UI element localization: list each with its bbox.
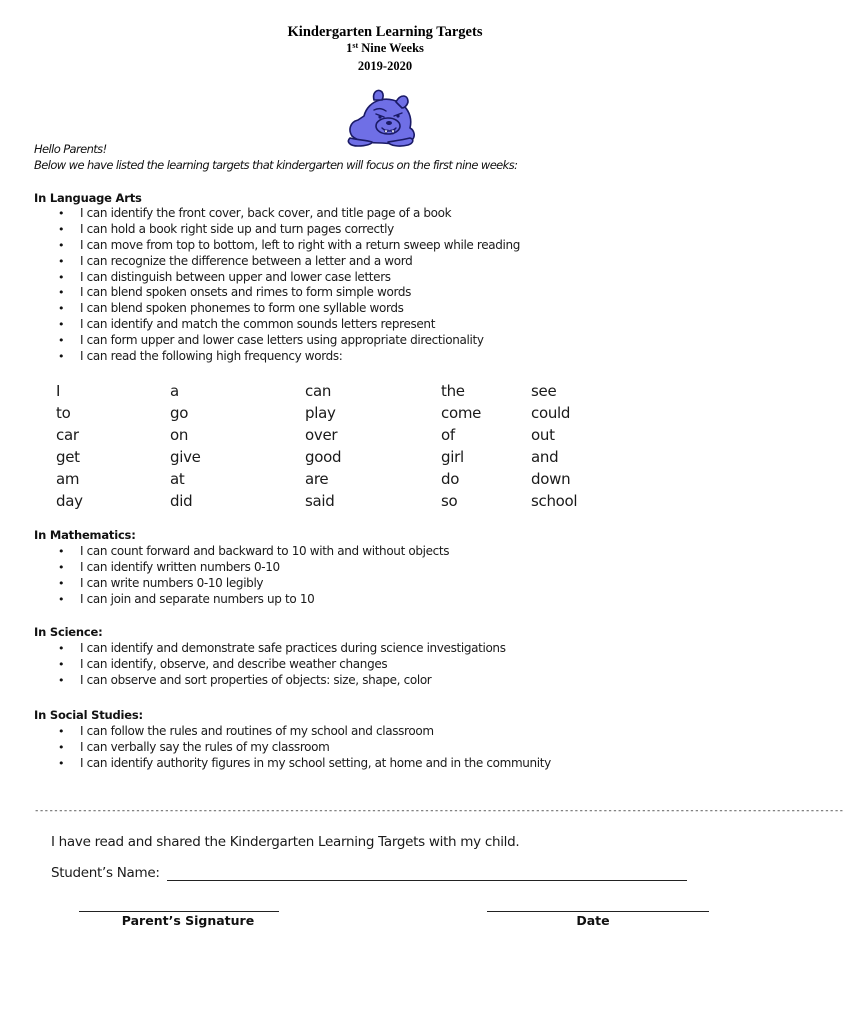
parent-signature-line[interactable]: [79, 911, 279, 912]
list-item: • I can blend spoken onsets and rimes to form simple words: [58, 285, 520, 301]
word: over: [305, 426, 338, 444]
word: do: [441, 470, 460, 488]
list-item: • I can form upper and lower case letters using appropriate directionality: [58, 333, 520, 349]
section-heading-mathematics: In Mathematics:: [34, 528, 136, 542]
word: am: [56, 470, 80, 488]
parent-signature-label: Parent’s Signature: [121, 913, 255, 928]
word: see: [531, 382, 557, 400]
word: could: [531, 404, 571, 422]
word: I: [56, 382, 61, 400]
word: so: [441, 492, 458, 510]
word: of: [441, 426, 455, 444]
list-item: • I can hold a book right side up and turn pages correctly: [58, 222, 520, 238]
date-label: Date: [576, 913, 610, 928]
word: come: [441, 404, 482, 422]
word-row: [56, 424, 616, 446]
list-item: • I can identify authority figures in my school setting, at home and in the community: [58, 756, 551, 772]
list-item: • I can distinguish between upper and lower case letters: [58, 270, 520, 286]
school-year: 2019-2020: [357, 59, 413, 73]
tear-off-divider: ------------------------------------------------------------------------------------------------------------------------------------------------------------------------: [34, 806, 844, 816]
list-item: • I can join and separate numbers up to 10: [58, 592, 449, 608]
word: good: [305, 448, 342, 466]
word: girl: [441, 448, 464, 466]
word: day: [56, 492, 83, 510]
student-name-line[interactable]: [167, 880, 687, 881]
word: down: [531, 470, 571, 488]
word: did: [170, 492, 193, 510]
mathematics-list: [58, 544, 449, 608]
list-item: • I can follow the rules and routines of my school and classroom: [58, 724, 551, 740]
list-item: • I can count forward and backward to 10 with and without objects: [58, 544, 449, 560]
word: play: [305, 404, 336, 422]
word: and: [531, 448, 559, 466]
greeting-line: Hello Parents!: [34, 142, 107, 156]
word: go: [170, 404, 189, 422]
student-name-label: Student’s Name:: [51, 865, 160, 881]
list-item: • I can recognize the difference between a letter and a word: [58, 254, 520, 270]
list-item: • I can observe and sort properties of objects: size, shape, color: [58, 673, 506, 689]
word: get: [56, 448, 80, 466]
date-line[interactable]: [487, 911, 709, 912]
word: on: [170, 426, 189, 444]
term-subtitle: [0, 41, 770, 56]
term-number: 1: [346, 41, 353, 55]
word-row: [56, 402, 616, 424]
high-frequency-word-grid: [56, 380, 616, 512]
list-item: • I can verbally say the rules of my classroom: [58, 740, 551, 756]
word: a: [170, 382, 179, 400]
intro-text: Below we have listed the learning targets that kindergarten will focus on the first nine weeks:: [34, 158, 518, 172]
acknowledgement-text: I have read and shared the Kindergarten Learning Targets with my child.: [51, 834, 520, 850]
section-heading-science: In Science:: [34, 625, 103, 639]
word: at: [170, 470, 185, 488]
word: car: [56, 426, 79, 444]
science-list: [58, 641, 506, 689]
term-suffix: st: [352, 41, 359, 50]
list-item: • I can identify, observe, and describe weather changes: [58, 657, 506, 673]
word: said: [305, 492, 335, 510]
word-row: [56, 490, 616, 512]
word: the: [441, 382, 465, 400]
list-item: • I can write numbers 0-10 legibly: [58, 576, 449, 592]
word: to: [56, 404, 71, 422]
list-item: • I can blend spoken phonemes to form one syllable words: [58, 301, 520, 317]
bulldog-mascot-icon: [344, 86, 420, 148]
list-item: • I can identify written numbers 0-10: [58, 560, 449, 576]
word: school: [531, 492, 578, 510]
list-item: • I can read the following high frequency words:: [58, 349, 520, 365]
page-title: Kindergarten Learning Targets: [287, 24, 483, 40]
language-arts-list: [58, 206, 520, 365]
list-item: • I can move from top to bottom, left to right with a return sweep while reading: [58, 238, 520, 254]
list-item: • I can identify and match the common sounds letters represent: [58, 317, 520, 333]
word: can: [305, 382, 332, 400]
word-row: [56, 446, 616, 468]
word-row: [56, 380, 616, 402]
section-heading-language-arts: In Language Arts: [34, 191, 142, 205]
social-studies-list: [58, 724, 551, 772]
word: out: [531, 426, 555, 444]
word: are: [305, 470, 329, 488]
list-item: • I can identify and demonstrate safe practices during science investigations: [58, 641, 506, 657]
list-item: • I can identify the front cover, back cover, and title page of a book: [58, 206, 520, 222]
word: give: [170, 448, 201, 466]
word-row: [56, 468, 616, 490]
term-rest: Nine Weeks: [358, 41, 424, 55]
section-heading-social-studies: In Social Studies:: [34, 708, 143, 722]
